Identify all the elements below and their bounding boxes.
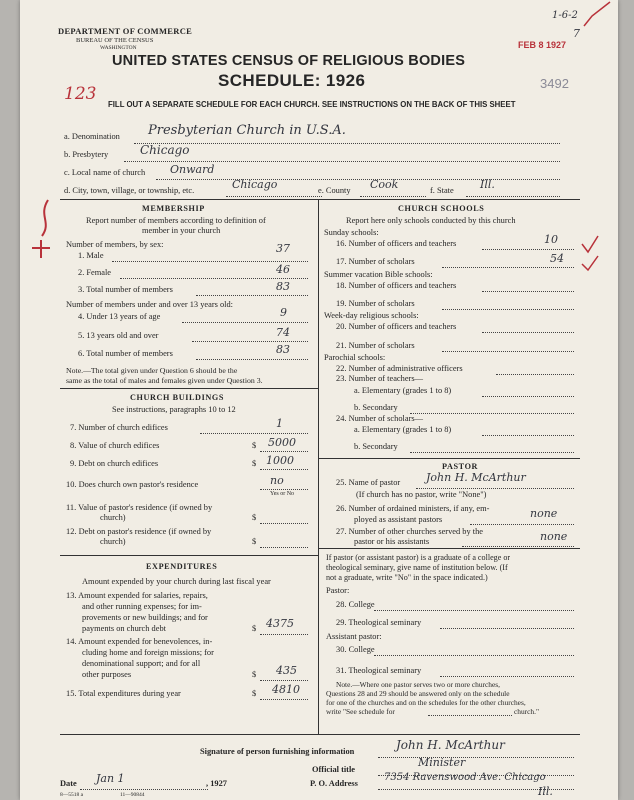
pastor-subheading: Pastor: xyxy=(326,586,350,595)
membership-note-2: same as the total of males and females given under Question 3. xyxy=(66,376,263,385)
state-abbrev-value: Ill. xyxy=(538,785,553,798)
q16-label: 16. Number of officers and teachers xyxy=(336,239,457,248)
q8-value: 5000 xyxy=(268,436,296,449)
q12-label: 12. Debt on pastor's residence (if owned by xyxy=(66,527,212,536)
graduate-note-2: theological seminary, give name of institution below. (If xyxy=(326,563,508,572)
q5-value: 74 xyxy=(276,326,290,339)
state-label: f. State xyxy=(430,186,454,195)
q8-dollar: $ xyxy=(252,441,257,450)
department: DEPARTMENT OF COMMERCE xyxy=(58,26,193,36)
pastor-note-5: church." xyxy=(514,707,539,716)
official-title-value: Minister xyxy=(418,756,466,769)
q25-value: John H. McArthur xyxy=(426,471,526,484)
corner-number: 7 xyxy=(573,27,580,40)
date-value: Jan 1 xyxy=(96,772,125,785)
pastor-note-3: for one of the churches and on the schedules for the other churches, xyxy=(326,698,526,707)
membership-heading: MEMBERSHIP xyxy=(142,204,205,213)
q14-line-2: cluding home and foreign missions; for xyxy=(82,648,214,657)
pastor-note-2: Questions 28 and 29 should be answered only on the schedule xyxy=(326,689,510,698)
q17-label: 17. Number of scholars xyxy=(336,257,415,266)
weekday-heading: Week-day religious schools: xyxy=(324,311,419,320)
q6-value: 83 xyxy=(276,343,290,356)
file-number-stamp: 3492 xyxy=(540,76,569,91)
q5-label: 5. 13 years old and over xyxy=(78,331,159,340)
q7-label: 7. Number of church edifices xyxy=(70,423,168,432)
red-margin-marks xyxy=(28,196,62,266)
received-stamp: FEB 8 1927 xyxy=(518,40,567,50)
q15-dollar: $ xyxy=(252,689,257,698)
county-value: Cook xyxy=(370,178,399,191)
schools-sub: Report here only schools conducted by this church xyxy=(346,216,516,225)
q6-label: 6. Total number of members xyxy=(78,349,173,358)
q13-dollar: $ xyxy=(252,624,257,633)
q13-value: 4375 xyxy=(266,617,294,630)
q10-label: 10. Does church own pastor's residence xyxy=(66,480,199,489)
county-label: e. County xyxy=(318,186,351,195)
q15-label: 15. Total expenditures during year xyxy=(66,689,181,698)
signature-value: John H. McArthur xyxy=(396,738,505,752)
presbytery-value: Chicago xyxy=(140,143,190,157)
q9-label: 9. Debt on church edifices xyxy=(70,459,159,468)
q1-value: 37 xyxy=(276,242,290,255)
corner-check-mark xyxy=(564,0,614,30)
expenditures-sub: Amount expended by your church during last fiscal year xyxy=(82,577,271,586)
print-number: 11—90844 xyxy=(120,792,145,798)
q13-line-3: provements or new buildings; and for xyxy=(82,613,208,622)
q14-value: 435 xyxy=(276,664,297,677)
q23-label: 23. Number of teachers— xyxy=(336,374,423,383)
bureau: BUREAU OF THE CENSUS xyxy=(76,37,154,44)
q22-label: 22. Number of administrative officers xyxy=(336,364,463,373)
membership-intro-2: member in your church xyxy=(142,226,221,235)
po-address-value: 7354 Ravenswood Ave. Chicago xyxy=(384,772,546,783)
q21-label: 21. Number of scholars xyxy=(336,341,415,350)
graduate-note-1: If pastor (or assistant pastor) is a graduate of a college or xyxy=(326,553,511,562)
q14-line-3: denominational support; and for all xyxy=(82,659,201,668)
q27-line-2: pastor or his assistants xyxy=(354,537,430,546)
church-name-value: Onward xyxy=(170,163,215,176)
parochial-heading: Parochial schools: xyxy=(324,353,386,362)
presbytery-label: b. Presbytery xyxy=(64,150,109,159)
q12-church: church) xyxy=(100,537,126,546)
pastor-note-4: write "See schedule for xyxy=(326,707,395,716)
yes-no-hint: Yes or No xyxy=(270,491,295,497)
q26-value: none xyxy=(530,507,558,520)
membership-note-1: Note.—The total given under Question 6 should be the xyxy=(66,366,238,375)
sex-heading: Number of members, by sex: xyxy=(66,240,164,249)
state-value: Ill. xyxy=(480,178,495,191)
q7-value: 1 xyxy=(276,417,283,430)
buildings-heading: CHURCH BUILDINGS xyxy=(130,393,224,402)
church-name-label: c. Local name of church xyxy=(64,168,146,177)
city: WASHINGTON xyxy=(100,45,137,51)
census-form xyxy=(20,0,618,800)
q10-value: no xyxy=(270,474,284,487)
q11-label: 11. Value of pastor's residence (if owned by xyxy=(66,503,213,512)
q14-line-1: 14. Amount expended for benevolences, in- xyxy=(66,637,213,646)
q4-label: 4. Under 13 years of age xyxy=(78,312,161,321)
denomination-label: a. Denomination xyxy=(64,132,120,141)
q16-value: 10 xyxy=(544,233,558,246)
q12-dollar: $ xyxy=(252,537,257,546)
q31-label: 31. Theological seminary xyxy=(336,666,422,675)
instruction: FILL OUT A SEPARATE SCHEDULE FOR EACH CHURCH. SEE INSTRUCTIONS ON THE BACK OF THIS SHEET xyxy=(108,100,516,109)
q11-church: church) xyxy=(100,513,126,522)
q26-line-2: ployed as assistant pastors xyxy=(354,515,443,524)
q24a-label: a. Elementary (grades 1 to 8) xyxy=(354,425,452,434)
q9-dollar: $ xyxy=(252,459,257,468)
membership-intro-1: Report number of members according to definition of xyxy=(86,216,266,225)
sunday-heading: Sunday schools: xyxy=(324,228,379,237)
q13-line-4: payments on church debt xyxy=(82,624,166,633)
q3-value: 83 xyxy=(276,280,290,293)
q24b-label: b. Secondary xyxy=(354,442,398,451)
schools-heading: CHURCH SCHOOLS xyxy=(398,204,485,213)
assistant-subheading: Assistant pastor: xyxy=(326,632,382,641)
q25-label: 25. Name of pastor xyxy=(336,478,401,487)
q27-line-1: 27. Number of other churches served by the xyxy=(336,527,483,536)
q17-value: 54 xyxy=(550,252,564,265)
q27-value: none xyxy=(540,530,568,543)
pastor-heading: PASTOR xyxy=(442,462,479,471)
q2-value: 46 xyxy=(276,263,290,276)
q11-dollar: $ xyxy=(252,513,257,522)
q23b-label: b. Secondary xyxy=(354,403,398,412)
q24-label: 24. Number of scholars— xyxy=(336,414,423,423)
summer-heading: Summer vacation Bible schools: xyxy=(324,270,433,279)
q4-value: 9 xyxy=(280,306,287,319)
pastor-note-1: Note.—Where one pastor serves two or more churches, xyxy=(336,680,500,689)
q13-line-2: and other running expenses; for im- xyxy=(82,602,202,611)
schedule-title: SCHEDULE: 1926 xyxy=(218,71,366,90)
q2-label: 2. Female xyxy=(78,268,112,277)
q28-label: 28. College xyxy=(336,600,375,609)
q29-label: 29. Theological seminary xyxy=(336,618,422,627)
buildings-sub: See instructions, paragraphs 10 to 12 xyxy=(112,405,236,414)
q18-label: 18. Number of officers and teachers xyxy=(336,281,457,290)
q13-line-1: 13. Amount expended for salaries, repairs, xyxy=(66,591,208,600)
q14-line-4: other purposes xyxy=(82,670,132,679)
q1-label: 1. Male xyxy=(78,251,104,260)
date-year: , 1927 xyxy=(206,779,227,788)
denomination-value: Presbyterian Church in U.S.A. xyxy=(148,123,346,138)
official-title-label: Official title xyxy=(312,765,356,774)
q14-dollar: $ xyxy=(252,670,257,679)
q20-label: 20. Number of officers and teachers xyxy=(336,322,457,331)
red-number: 123 xyxy=(64,84,97,104)
q8-label: 8. Value of church edifices xyxy=(70,441,160,450)
expenditures-heading: EXPENDITURES xyxy=(146,562,218,571)
signature-label: Signature of person furnishing information xyxy=(200,747,355,756)
city-label: d. City, town, village, or township, etc. xyxy=(64,186,195,195)
q26-line-1: 26. Number of ordained ministers, if any, em- xyxy=(336,504,490,513)
form-number: 8—5518 a xyxy=(60,792,84,798)
date-label: Date xyxy=(60,779,77,788)
q23a-label: a. Elementary (grades 1 to 8) xyxy=(354,386,452,395)
po-address-label: P. O. Address xyxy=(310,779,358,788)
q19-label: 19. Number of scholars xyxy=(336,299,415,308)
age-heading: Number of members under and over 13 years old: xyxy=(66,300,233,309)
q30-label: 30. College xyxy=(336,645,375,654)
q15-value: 4810 xyxy=(272,683,300,696)
graduate-note-3: not a graduate, write "No" in the space indicated.) xyxy=(326,573,488,582)
city-value: Chicago xyxy=(232,178,278,191)
q25-note: (If church has no pastor, write "None") xyxy=(356,490,487,499)
q9-value: 1000 xyxy=(266,454,294,467)
corner-note: 1-6-2 xyxy=(552,10,578,21)
form-title: UNITED STATES CENSUS OF RELIGIOUS BODIES xyxy=(112,53,466,69)
red-check-marks xyxy=(580,234,604,274)
q3-label: 3. Total number of members xyxy=(78,285,173,294)
